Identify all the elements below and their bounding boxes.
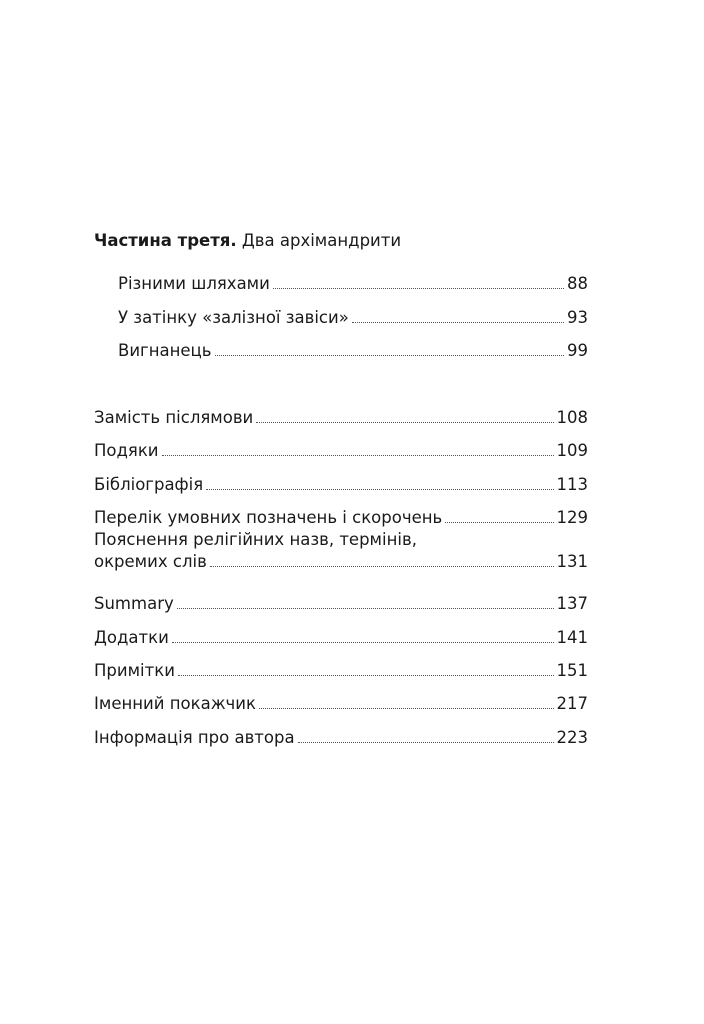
toc-entry-page: 109 xyxy=(556,441,588,461)
toc-entry xyxy=(94,295,588,328)
toc-entry-page: 141 xyxy=(556,627,588,647)
table-of-contents xyxy=(94,228,588,749)
toc-entry xyxy=(94,396,588,429)
toc-entry-label: Бібліографія xyxy=(94,474,204,494)
dot-leader xyxy=(172,642,554,643)
toc-entry-label: Замість післямови xyxy=(94,408,254,428)
toc-entry-label: Подяки xyxy=(94,441,159,461)
toc-entry-page: 151 xyxy=(556,660,588,680)
dot-leader xyxy=(177,608,554,609)
dot-leader xyxy=(298,742,554,743)
toc-entry-page: 217 xyxy=(556,694,588,714)
toc-entry-line2 xyxy=(94,551,588,573)
part-number: Частина третя. xyxy=(94,231,237,250)
toc-entry-page: 223 xyxy=(556,727,588,747)
toc-entry-page: 113 xyxy=(556,474,588,494)
toc-entry xyxy=(94,262,588,295)
toc-entry xyxy=(94,582,588,615)
dot-leader xyxy=(206,489,553,490)
dot-leader xyxy=(259,708,554,709)
toc-entry-page: 99 xyxy=(567,340,588,360)
dot-leader xyxy=(256,422,553,423)
toc-entry xyxy=(94,615,588,648)
toc-entry-multiline xyxy=(94,529,588,573)
toc-entry xyxy=(94,682,588,715)
toc-entry xyxy=(94,462,588,495)
dot-leader xyxy=(210,566,554,567)
dot-leader xyxy=(178,675,554,676)
toc-entry-label: Різними шляхами xyxy=(118,274,270,294)
dot-leader xyxy=(273,288,564,289)
dot-leader xyxy=(445,522,553,523)
toc-entry xyxy=(94,329,588,362)
toc-entry-page: 108 xyxy=(556,408,588,428)
toc-entry-label: Summary xyxy=(94,594,174,614)
toc-entry-page: 137 xyxy=(556,594,588,614)
toc-entry-label: Інформація про автора xyxy=(94,727,295,747)
toc-entry-label-line2: окремих слів xyxy=(94,552,207,572)
toc-entry xyxy=(94,649,588,682)
dot-leader xyxy=(162,455,554,456)
dot-leader xyxy=(352,322,564,323)
section-gap xyxy=(94,362,588,396)
dot-leader xyxy=(215,355,564,356)
toc-entry-page: 129 xyxy=(556,508,588,528)
toc-entry-label: Перелік умовних позначень і скорочень xyxy=(94,508,443,528)
toc-entry-label: Іменний покажчик xyxy=(94,694,256,714)
toc-entry xyxy=(94,715,588,748)
part-heading xyxy=(94,228,588,254)
toc-entry xyxy=(94,429,588,462)
part-title: Два архімандрити xyxy=(241,231,402,250)
toc-entry-label: У затінку «залізної завіси» xyxy=(118,307,349,327)
toc-entry-page: 93 xyxy=(567,307,588,327)
toc-entry-label: Примітки xyxy=(94,660,175,680)
toc-entry xyxy=(94,496,588,529)
toc-entry-label: Додатки xyxy=(94,627,169,647)
toc-entry-page: 88 xyxy=(567,274,588,294)
toc-entry-label-line1: Пояснення релігійних назв, термінів, xyxy=(94,530,417,550)
toc-entry-label: Вигнанець xyxy=(118,340,212,360)
toc-entry-page: 131 xyxy=(556,552,588,572)
